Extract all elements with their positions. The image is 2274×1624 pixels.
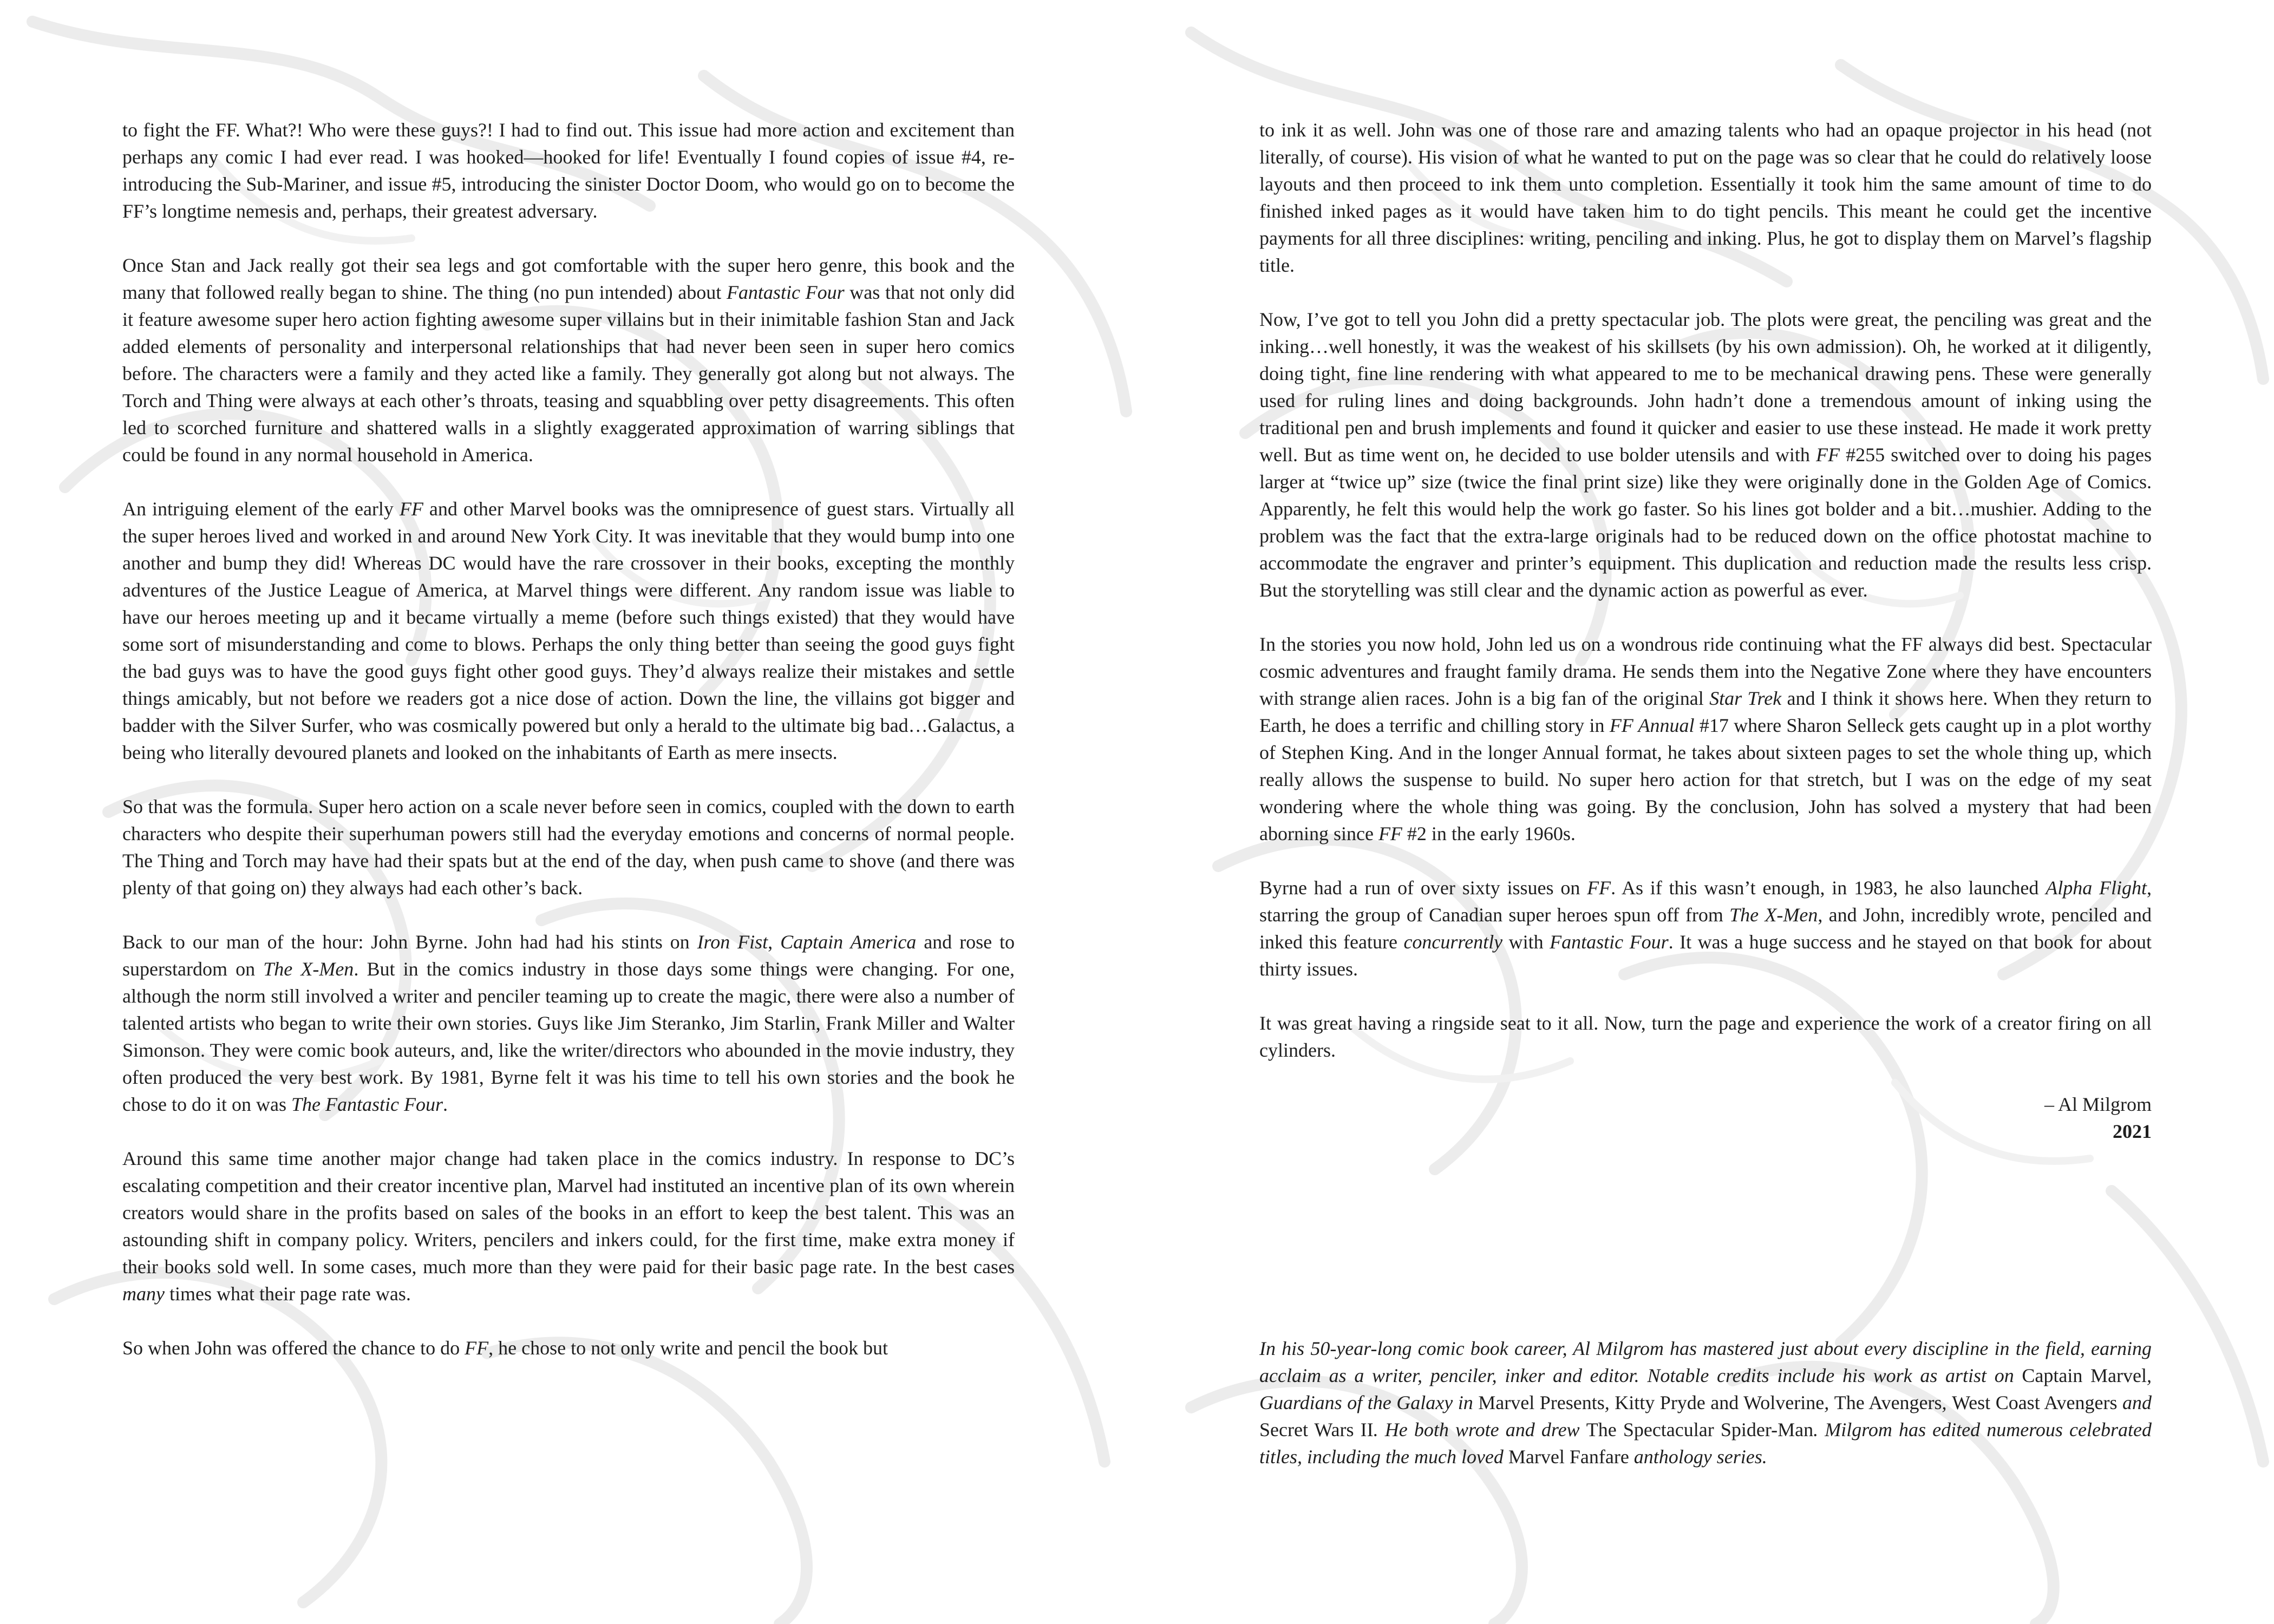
paragraph	[1259, 874, 2152, 983]
text-run: West Coast Avengers	[1952, 1392, 2118, 1413]
italic-text: . He both wrote and drew	[1373, 1419, 1586, 1440]
text-run: Around this same time another major change had taken place in the comics industry. In response to DC’s escalating competition and their creator incentive plan, Marvel had instituted an incentive plan of its own wherein creators would share in the profits based on sales of the books in an effort to keep the best talent. This was an astounding shift in company policy. Writers, pencilers and inkers could, for the first time, make extra money if their books sold well. In some cases, much more than they were paid for their basic page rate. In the best cases	[122, 1148, 1015, 1278]
italic-text: The X-Men	[1729, 904, 1818, 926]
text-run: Now, I’ve got to tell you John did a pretty spectacular job. The plots were great, the penciling was great and the inking…well honestly, it was the weakest of his skillsets (by his own admission). Oh, he worked at it diligently, doing tight, fine line rendering with what appeared to me to be mechanical drawing pens. These were generally used for ruling lines and doing backgrounds. John hadn’t done a tremendous amount of inking using the traditional pen and brush implements and found it quicker and easier to use these instead. He made it work pretty well. But as time went on, he decided to use bolder utensils and with	[1259, 309, 2152, 466]
text-run: Captain Marvel	[2022, 1365, 2147, 1386]
signature-year: 2021	[2113, 1121, 2152, 1142]
italic-text: ,	[1824, 1392, 1834, 1413]
italic-text: In his 50-year-long comic book career, Al Milgrom has mastered just about every discipline in the field, earning acclaim as a writer, penciler, inker and editor. Notable credits include his work as artist on	[1259, 1338, 2152, 1386]
text-run: , he chose to not only write and pencil the book but	[488, 1337, 888, 1359]
italic-text: Fantastic Four	[1550, 931, 1669, 953]
italic-text: FF	[1816, 444, 1840, 466]
text-run: In the stories you now hold, John led us on a wondrous ride continuing what the FF always did best. Spectacular cosmic adventures and fraught family drama. He sends them into the Negative Zone where they have encounters with strange alien races. John is a big fan of the original	[1259, 633, 2152, 709]
italic-text: FF	[1587, 877, 1611, 899]
signature	[1259, 1091, 2152, 1145]
paragraph	[122, 793, 1015, 901]
right-text-column	[1259, 116, 2152, 1145]
italic-text: Captain America	[780, 931, 917, 953]
text-run: , starring the group of Canadian super heroes spun off from	[1259, 877, 2152, 926]
text-run: #255 switched over to doing his pages larger at “twice up” size (twice the final print size) like they were originally done in the Golden Age of Comics. Apparently, he felt this would help the work go faster. So his lines got bolder and a bit…mushier. Adding to the problem was the fact that the extra-large originals had to be reduced down on the office photostat machine to accommodate the engraver and printer’s equipment. This duplication and reduction made the results less crisp. But the storytelling was still clear and the dynamic action as powerful as ever.	[1259, 444, 2152, 601]
text-run: Marvel Presents	[1478, 1392, 1605, 1413]
paragraph	[1259, 1010, 2152, 1064]
italic-text: anthology series.	[1629, 1446, 1767, 1468]
text-run: #2 in the early 1960s.	[1402, 823, 1576, 844]
text-run: Back to our man of the hour: John Byrne. John had had his stints on	[122, 931, 697, 953]
italic-text: many	[122, 1283, 165, 1305]
right-page	[1137, 0, 2274, 1624]
text-run: Once Stan and Jack really got their sea legs and got comfortable with the super hero genre, this book and the many that followed really began to shine. The thing (no pun intended) about	[122, 254, 1015, 303]
italic-text: and	[2117, 1392, 2152, 1413]
text-run: and rose to superstardom on	[122, 931, 1015, 980]
italic-text: ,	[1604, 1392, 1615, 1413]
text-run: to fight the FF. What?! Who were these guys?! I had to find out. This issue had more action and excitement than perhaps any comic I had ever read. I was hooked—hooked for life! Eventually I found copies of issue #4, re-introducing the Sub-Mariner, and issue #5, introducing the sinister Doctor Doom, who would go on to become the FF’s longtime nemesis and, perhaps, their greatest adversary.	[122, 119, 1015, 222]
text-run: The Spectacular Spider-Man	[1586, 1419, 1814, 1440]
text-run: and I think it shows here. When they return to Earth, he does a terrific and chilling story in	[1259, 687, 2152, 736]
italic-text: Iron Fist	[697, 931, 768, 953]
text-run: , and John, incredibly wrote, penciled and inked this feature	[1259, 904, 2152, 953]
text-run: The Avengers	[1834, 1392, 1942, 1413]
paragraph	[1259, 116, 2152, 279]
italic-text: FF	[465, 1337, 489, 1359]
paragraph	[122, 495, 1015, 766]
paragraph	[122, 1334, 1015, 1361]
text-run: . As if this wasn’t enough, in 1983, he also launched	[1611, 877, 2046, 899]
text-run: with	[1502, 931, 1550, 953]
text-run: Marvel Fanfare	[1508, 1446, 1629, 1468]
text-run: .	[442, 1093, 448, 1115]
paragraph	[1259, 306, 2152, 604]
italic-text: . Milgrom has edited numerous celebrated titles, including the much loved	[1259, 1419, 2152, 1468]
italic-text: , Guardians of the Galaxy in	[1259, 1365, 2152, 1413]
italic-text: Star Trek	[1709, 687, 1782, 709]
italic-text: FF	[1378, 823, 1402, 844]
italic-text: ,	[1942, 1392, 1952, 1413]
text-run: Byrne had a run of over sixty issues on	[1259, 877, 1587, 899]
italic-text: Alpha Flight	[2046, 877, 2147, 899]
italic-text: The X-Men	[263, 958, 354, 980]
italic-text: FF	[399, 498, 423, 520]
text-run: Secret Wars II	[1259, 1419, 1374, 1440]
text-run: It was great having a ringside seat to it all. Now, turn the page and experience the work of a creator firing on all cylinders.	[1259, 1012, 2152, 1061]
text-run: . It was a huge success and he stayed on that book for about thirty issues.	[1259, 931, 2152, 980]
text-run: times what their page rate was.	[164, 1283, 411, 1305]
text-run: So that was the formula. Super hero action on a scale never before seen in comics, coupled with the down to earth characters who despite their superhuman powers still had the everyday emotions and concerns of normal people. The Thing and Torch may have had their spats but at the end of the day, when push came to shove (and there was plenty of that going on) they always had each other’s back.	[122, 796, 1015, 899]
signature-name: – Al Milgrom	[2044, 1093, 2152, 1115]
text-run: So when John was offered the chance to do	[122, 1337, 465, 1359]
author-bio	[1259, 1335, 2152, 1470]
text-run: and other Marvel books was the omnipresence of guest stars. Virtually all the super heroes lived and worked in and around New York City. It was inevitable that they would bump into one another and bump they did! Whereas DC would have the rare crossover in their books, excepting the monthly adventures of the Justice League of America, at Marvel things were different. Any random issue was liable to have our heroes meeting up and it became virtually a meme (before such things existed) that they would have some sort of misunderstanding and come to blows. Perhaps the only thing better than seeing the good guys fight the bad guys was to have the good guys fight other good guys. They’d always realize their mistakes and settle things amicably, but not before we readers got a nice dose of action. Down the line, the villains got bigger and badder with the Silver Surfer, who was cosmically powered but only a herald to the ultimate big bad…Galactus, a being who literally devoured planets and looked on the inhabitants of Earth as mere insects.	[122, 498, 1015, 763]
text-run: ,	[768, 931, 781, 953]
italic-text: The Fantastic Four	[291, 1093, 443, 1115]
text-run: . But in the comics industry in those days some things were changing. For one, although the norm still involved a writer and penciler teaming up to create the magic, there were also a number of talented artists who began to write their own stories. Guys like Jim Steranko, Jim Starlin, Frank Miller and Walter Simonson. They were comic book auteurs, and, like the writer/directors who abounded in the movie industry, they often produced the very best work. By 1981, Byrne felt it was his time to tell his own stories and the book he chose to do it on was	[122, 958, 1015, 1115]
text-run: was that not only did it feature awesome super hero action fighting awesome super villains but in their inimitable fashion Stan and Jack added elements of personality and interpersonal relationships that had never been seen in super hero comics before. The characters were a family and they acted like a family. They generally got along but not always. The Torch and Thing were always at each other’s throats, teasing and squabbling over petty disagreements. This often led to scorched furniture and shattered walls in a slightly exaggerated approximation of warring siblings that could be found in any normal household in America.	[122, 281, 1015, 466]
italic-text: FF Annual	[1609, 715, 1695, 736]
paragraph	[122, 1145, 1015, 1307]
text-run: to ink it as well. John was one of those rare and amazing talents who had an opaque projector in his head (not literally, of course). His vision of what he wanted to put on the page was so clear that he could do relatively loose layouts and then proceed to ink them unto completion. Essentially it took him the same amount of time to do finished inked pages as it would have taken him to do tight pencils. This meant he could get the incentive payments for all three disciplines: writing, penciling and inking. Plus, he got to display them on Marvel’s flagship title.	[1259, 119, 2152, 276]
text-run: An intriguing element of the early	[122, 498, 400, 520]
italic-text: concurrently	[1403, 931, 1503, 953]
paragraph	[122, 116, 1015, 225]
paragraph	[122, 252, 1015, 468]
paragraph	[122, 928, 1015, 1118]
text-run: #17 where Sharon Selleck gets caught up in a plot worthy of Stephen King. And in the longer Annual format, he takes about sixteen pages to set the whole thing up, which really allows the suspense to build. No super hero action for that stretch, but I was on the edge of my seat wondering where the whole thing was going. By the conclusion, John has solved a mystery that had been aborning since	[1259, 715, 2152, 844]
left-text-column	[122, 116, 1015, 1361]
italic-text: Fantastic Four	[726, 281, 845, 303]
text-run: Kitty Pryde and Wolverine	[1615, 1392, 1825, 1413]
paragraph	[1259, 631, 2152, 847]
